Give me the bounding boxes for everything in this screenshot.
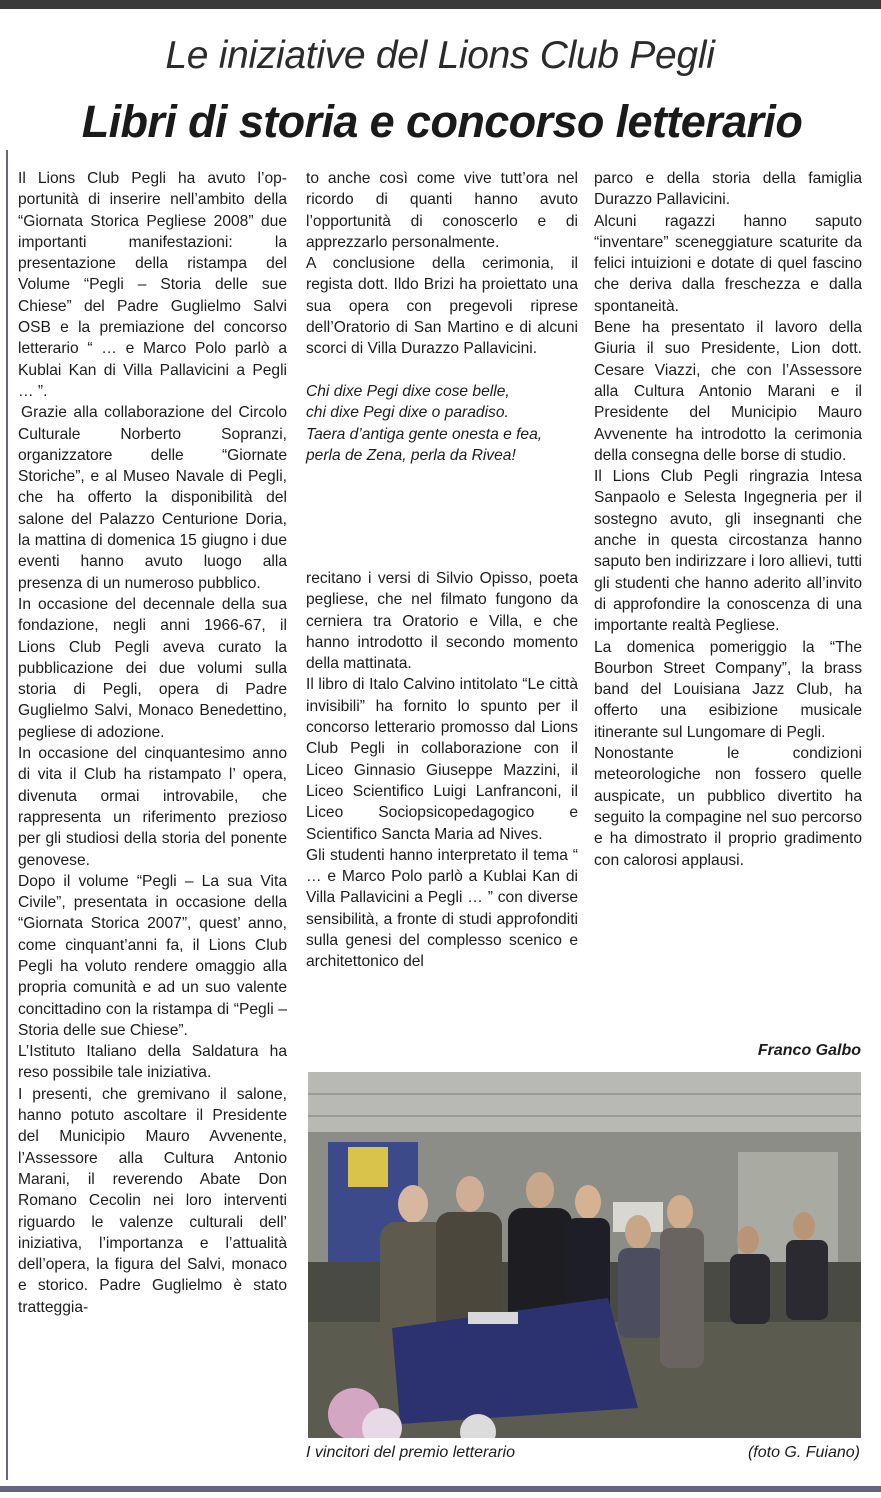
photo-caption: I vincitori del premio letterario	[306, 1444, 515, 1461]
headline: Libri di storia e concorso letterario	[81, 96, 803, 147]
paragraph: parco e della storia della famiglia Durazzo Pallavicini.	[594, 170, 862, 209]
paragraph: Alcuni ragazzi hanno saputo “inventare” sceneggiature scaturite da felici intuizioni e dotate di quel fascino che deriva dalla freschezza e dalla spontaneità.	[594, 212, 862, 315]
photo-credit: (foto G. Fuiano)	[747, 1444, 860, 1461]
paragraph: In occasione del decennale della sua fondazione, negli anni 1966-67, il Lions Club Pegli aveva curato la pubblicazione dei due volumi sulla storia di Pegli, opera di Padre Guglielmo Salvi, Monaco Benedettino, pegliese di adozione.	[18, 595, 287, 741]
paragraph: Nonostante le condizioni meteorologiche non fossero quelle auspicate, un pubblico divertito ha seguito la compagine nel suo percorso e ha dimostrato il proprio gradimento con calorosi applausi.	[594, 745, 862, 869]
paragraph: L’Istituto Italiano della Saldatura ha reso possibile tale iniziativa.	[18, 1043, 287, 1082]
paragraph: In occasione del cinquantesimo anno di vita il Club ha ristampato l’ opera, divenuta ormai introvabile, che rappresenta un riferimento prezioso per gli studiosi della storia del ponente genovese.	[18, 745, 287, 869]
photo-illustration	[308, 1072, 861, 1438]
paragraph: to anche così come vive tutt’ora nel ricordo di quanti hanno avuto l’opportunità di conoscerlo e di apprezzarlo personalmente.	[306, 170, 578, 251]
left-margin-rule	[6, 150, 8, 1480]
paragraph: A conclusione della cerimonia, il regista dott. Ildo Brizi ha proiettato una sua opera con pregevoli riprese dell’Oratorio di San Martino e di alcuni scorci di Villa Durazzo Pallavicini.	[306, 255, 578, 358]
spacer	[306, 360, 578, 381]
author-byline: Franco Galbo	[757, 1042, 861, 1059]
kicker-title: Le iniziative del Lions Club Pegli	[165, 34, 715, 77]
paragraph: Grazie alla collaborazione del Circolo Culturale Norberto Sopranzi, organizzatore delle “Giornate Storiche”, e al Museo Navale di Pegli, che ha offerto la disponibilità del salone del Palazzo Centurione Doria, la mattina di domenica 15 giugno i due eventi hanno avuto luogo alla presenza di un numeroso pubblico.	[18, 404, 287, 592]
top-rule	[0, 0, 881, 9]
article-column-2-bottom	[306, 568, 578, 973]
article-column-2-top	[306, 168, 578, 466]
paragraph: La domenica pomeriggio la “The Bourbon Street Company”, la brass band del Louisiana Jazz Club, ha offerto una esibizione musicale itinerante sul Lungomare di Pegli.	[594, 638, 862, 741]
paragraph: Dopo il volume “Pegli – La sua Vita Civile”, presentata in occasione della “Giornata Storica 2007”, quest’ anno, come cinquant’anni fa, il Lions Club Pegli ha voluto rendere omaggio alla propria comunità e ad un suo valente concittadino con la ristampa di “Pegli – Storia delle sue Chiese”.	[18, 872, 287, 1039]
article-column-3	[594, 168, 862, 871]
paragraph: recitano i versi di Silvio Opisso, poeta pegliese, che nel filmato fungono da cerniera tra Oratorio e Villa, e che hanno introdotto il secondo momento della mattinata.	[306, 570, 578, 673]
poem-line: perla de Zena, perla da Rivea!	[306, 446, 516, 464]
paragraph: I presenti, che gremivano il salone, hanno potuto ascoltare il Presidente del Municipio Mauro Avvenente, l’Assessore alla Cultura Antonio Marani, il reverendo Abate Don Romano Cecolin nei loro interventi riguardo le valenze culturali dell’ iniziativa, l’importanza e l’attualità dell’opera, la figura del Salvi, monaco e storico. Padre Guglielmo è stato tratteggia-	[18, 1085, 287, 1316]
paragraph: Bene ha presentato il lavoro della Giuria il suo Presidente, Lion dott. Cesare Viazzi, che con l’Assessore alla Cultura Antonio Marani e il Presidente del Municipio Mauro Avvenente ha introdotto la cerimonia della consegna delle borse di studio.	[594, 319, 862, 464]
paragraph: Gli studenti hanno interpretato il tema “ … e Marco Polo parlò a Kublai Kan di Villa Pallavicini a Pegli … ” con diverse sensibilità, a fronte di studi approfonditi sulla genesi del complesso scenico e architettonico del	[306, 846, 578, 971]
paragraph: Il Lions Club Pegli ha avuto l’op-portunità di inserire nell’ambito della “Giornata Storica Pegliese 2008” due importanti manifestazioni: la presentazione della ristampa del Volume “Pegli – Storia delle sue Chiese” del Padre Guglielmo Salvi OSB e la premiazione del concorso letterario “ … e Marco Polo parlò a Kublai Kan di Villa Pallavicini a Pegli … ”.	[18, 170, 287, 400]
bottom-rule	[0, 1486, 881, 1492]
poem-line: chi dixe Pegi dixe o paradiso.	[306, 404, 509, 422]
event-photo	[308, 1072, 861, 1438]
article-column-1	[18, 168, 287, 1318]
paragraph: Il libro di Italo Calvino intitolato “Le città invisibili” ha fornito lo spunto per il concorso letterario promosso dal Lions Club Pegli in collaborazione con il Liceo Ginnasio Giuseppe Mazzini, il Liceo Scientifico Luigi Lanfranconi, il Liceo Sociopsicopedagogico e Scientifico Sancta Maria ad Nives.	[306, 676, 578, 843]
paragraph: Il Lions Club Pegli ringrazia Intesa Sanpaolo e Selesta Ingegneria per il sostegno avuto, gli insegnanti che anche in questa circostanza hanno saputo ben indirizzare i loro allievi, tutti gli studenti che hanno aderito all’invito di approfondire la conoscenza di una importante realtà Pegliese.	[594, 468, 862, 635]
poem-line: Taera d’antiga gente onesta e fea,	[306, 425, 543, 443]
poem-line: Chi dixe Pegi dixe cose belle,	[306, 382, 510, 400]
